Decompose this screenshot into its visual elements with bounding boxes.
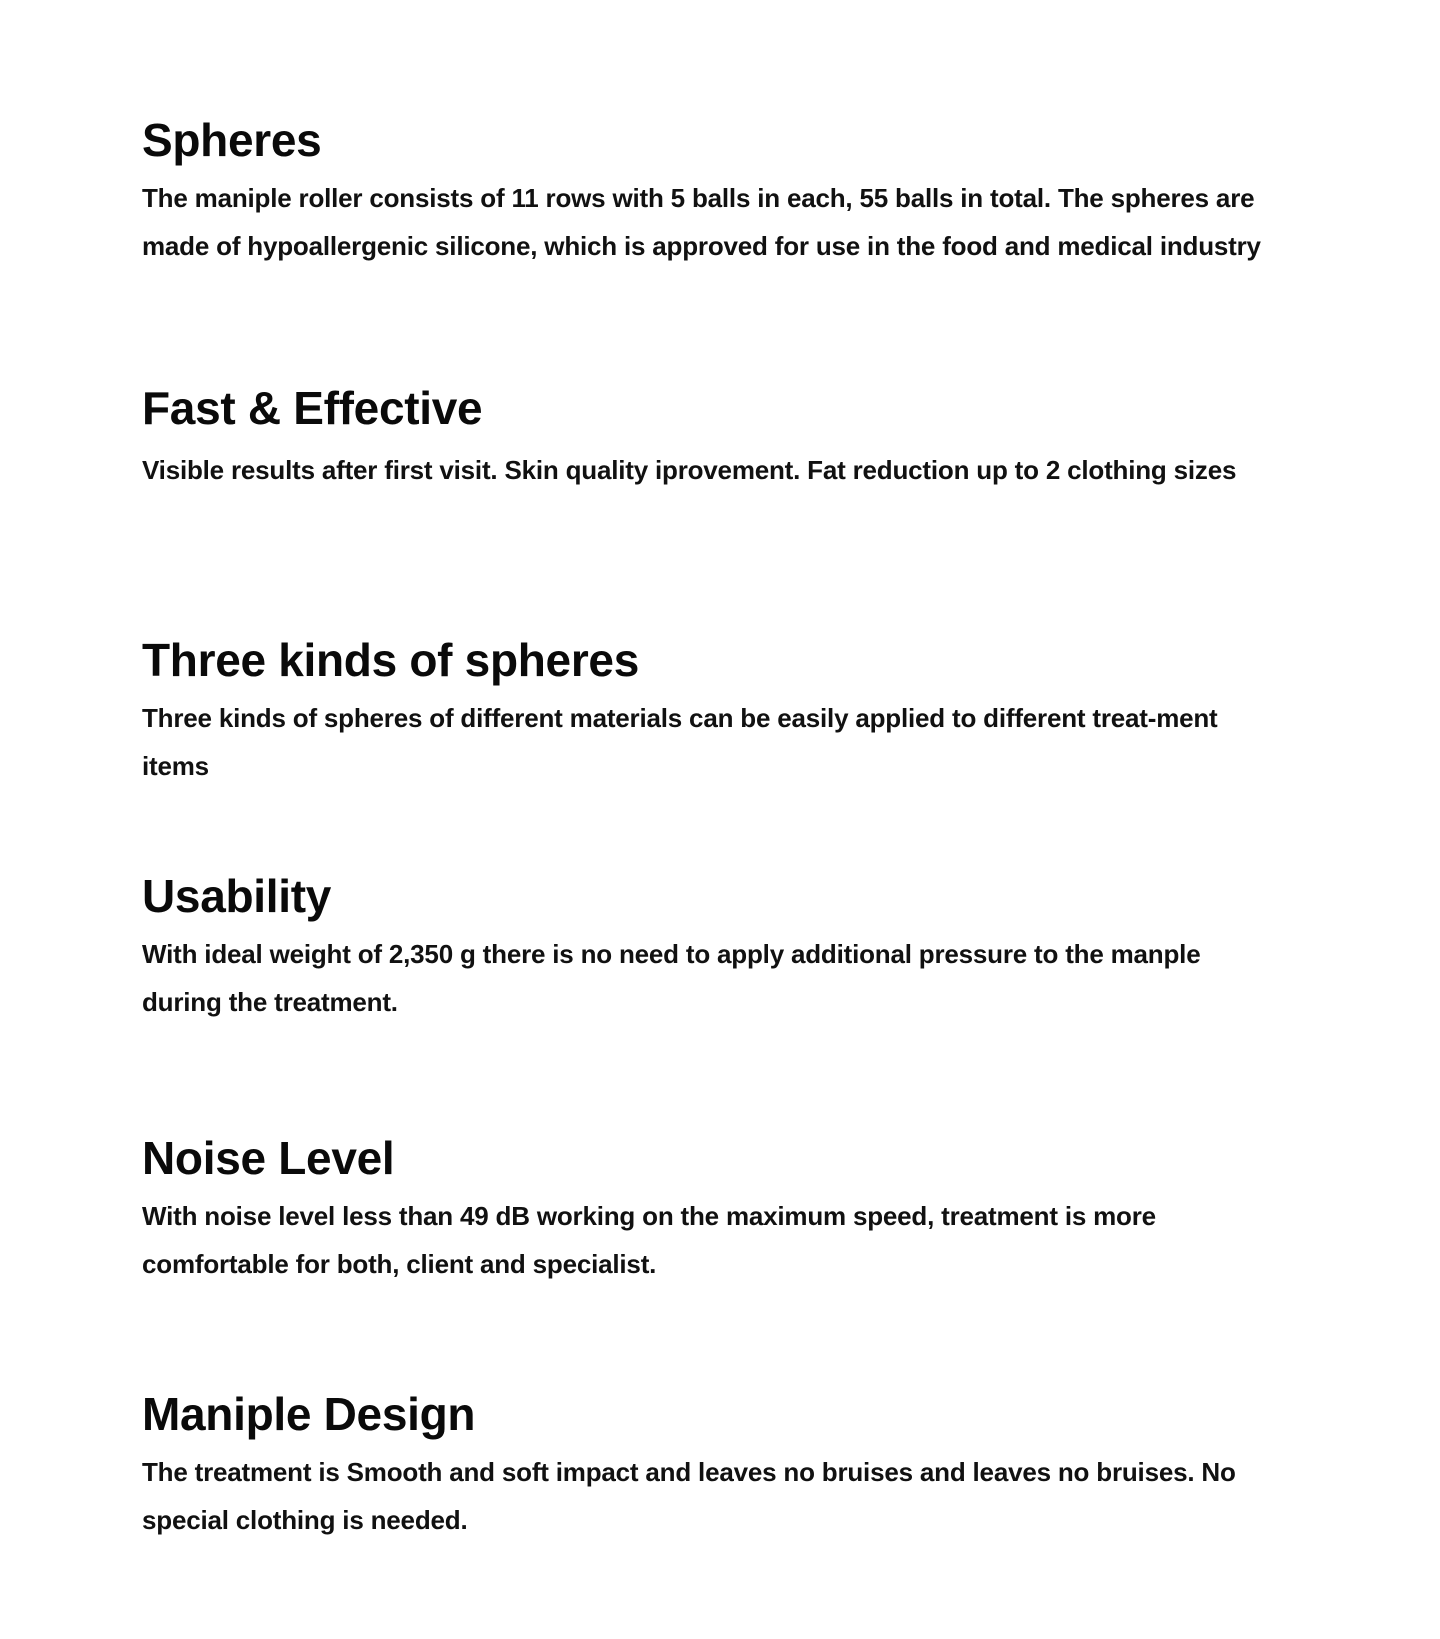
feature-three-kinds-of-spheres (142, 632, 1282, 790)
feature-noise-level (142, 1130, 1282, 1288)
feature-title: Fast & Effective (142, 382, 483, 434)
feature-fast-effective (142, 380, 1282, 499)
feature-spheres (142, 112, 1282, 270)
feature-description: With ideal weight of 2,350 g there is no need to apply additional pressure to the manple during the treatment. (142, 939, 1201, 1017)
feature-description: Visible results after first visit. Skin quality iprovement. Fat reduction up to 2 clothing sizes (142, 455, 1237, 485)
feature-description: The maniple roller consists of 11 rows with 5 balls in each, 55 balls in total. The spheres are made of hypoallergenic silicone, which is approved for use in the food and medical industry (142, 183, 1261, 261)
feature-description: Three kinds of spheres of different materials can be easily applied to different treat-ment items (142, 703, 1218, 781)
feature-maniple-design (142, 1386, 1282, 1544)
feature-title: Maniple Design (142, 1388, 476, 1440)
feature-description: The treatment is Smooth and soft impact and leaves no bruises and leaves no bruises. No special clothing is needed. (142, 1457, 1236, 1535)
feature-title: Three kinds of spheres (142, 634, 639, 686)
feature-usability (142, 868, 1282, 1026)
feature-title: Noise Level (142, 1132, 395, 1184)
feature-description: With noise level less than 49 dB working on the maximum speed, treatment is more comfortable for both, client and specialist. (142, 1201, 1156, 1279)
feature-title: Usability (142, 870, 332, 922)
feature-title: Spheres (142, 114, 322, 166)
